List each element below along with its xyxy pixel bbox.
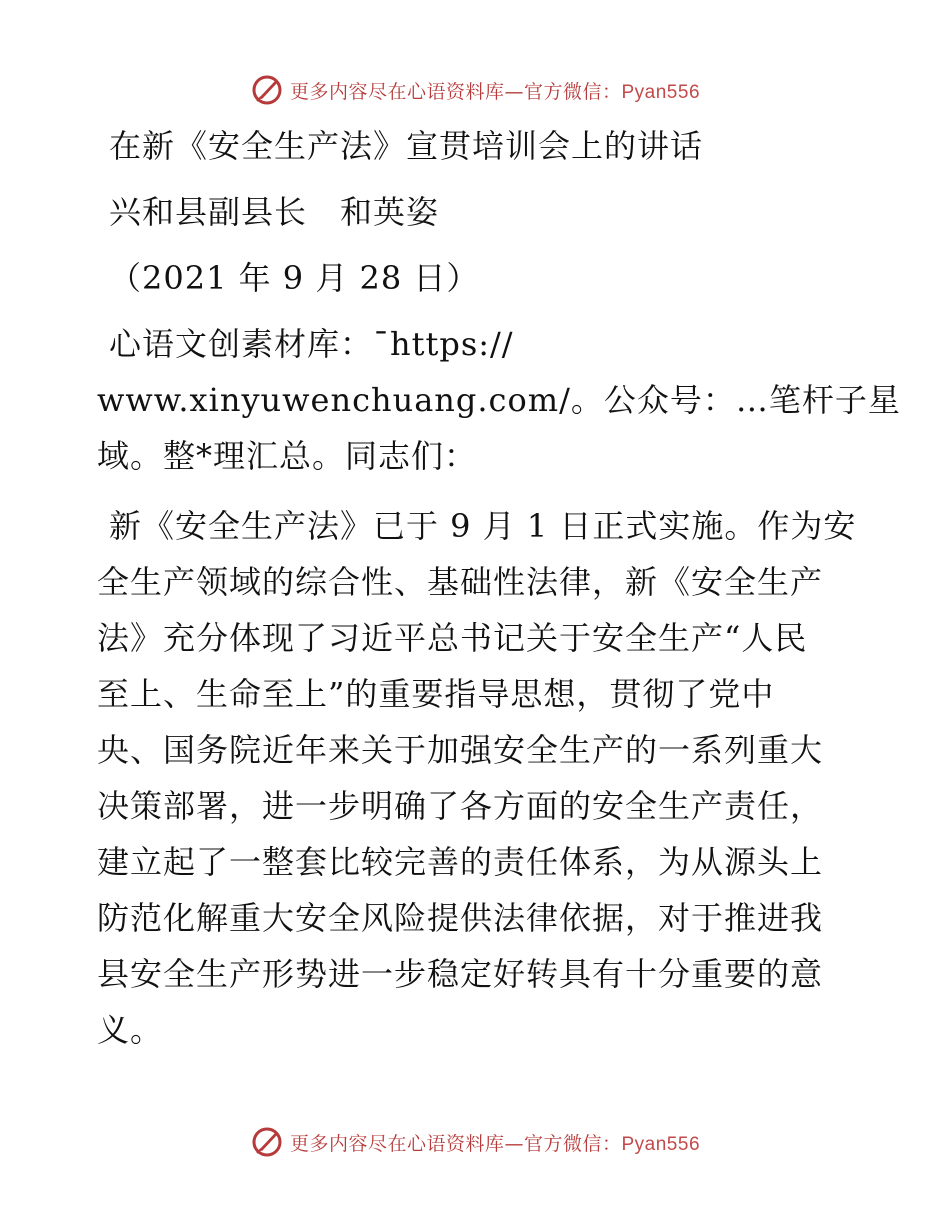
quill-logo-icon [250,73,284,107]
paragraph-line: 央、国务院近年来关于加强安全生产的一系列重大 [97,731,824,769]
banner-text [290,1129,700,1156]
paragraph-line: 义。 [97,1011,164,1049]
banner-slogan: 更多内容尽在心语资料库—官方微信： [289,1132,622,1155]
paragraph-line: 全生产领域的综合性、基础性法律，新《安全生产 [97,563,824,601]
body-paragraph [97,498,857,1058]
date-line: （2021 年 9 月 28 日） [109,259,480,297]
source-line-1: 心语文创素材库：¯https:// [109,325,514,363]
footer-banner [0,1122,950,1162]
wechat-id: Pyan556 [621,1133,701,1155]
paragraph-line: 决策部署，进一步明确了各方面的安全生产责任， [97,787,824,825]
quill-logo-icon [250,1125,284,1159]
paragraph-line: 法》充分体现了习近平总书记关于安全生产“人民 [97,619,808,657]
paragraph-line: 新《安全生产法》已于 9 月 1 日正式实施。作为安 [109,507,857,545]
speech-title: 在新《安全生产法》宣贯培训会上的讲话 [109,127,704,165]
header-banner [0,70,950,110]
banner-slogan: 更多内容尽在心语资料库—官方微信： [289,80,622,103]
paragraph-line: 防范化解重大安全风险提供法律依据，对于推进我 [97,899,824,937]
paragraph-line: 至上、生命至上”的重要指导思想，贯彻了党中 [97,675,775,713]
paragraph-line: 县安全生产形势进一步稳定好转具有十分重要的意 [97,955,824,993]
wechat-id: Pyan556 [621,81,701,103]
source-line-3: 域。整*理汇总。同志们： [97,437,478,475]
source-line-2: www.xinyuwenchuang.com/。公众号：…笔杆子星 [97,381,901,419]
paragraph-line: 建立起了一整套比较完善的责任体系，为从源头上 [97,843,824,881]
speaker-line: 兴和县副县长 和英姿 [109,193,440,231]
banner-text [290,77,700,104]
document-body [97,118,901,1058]
